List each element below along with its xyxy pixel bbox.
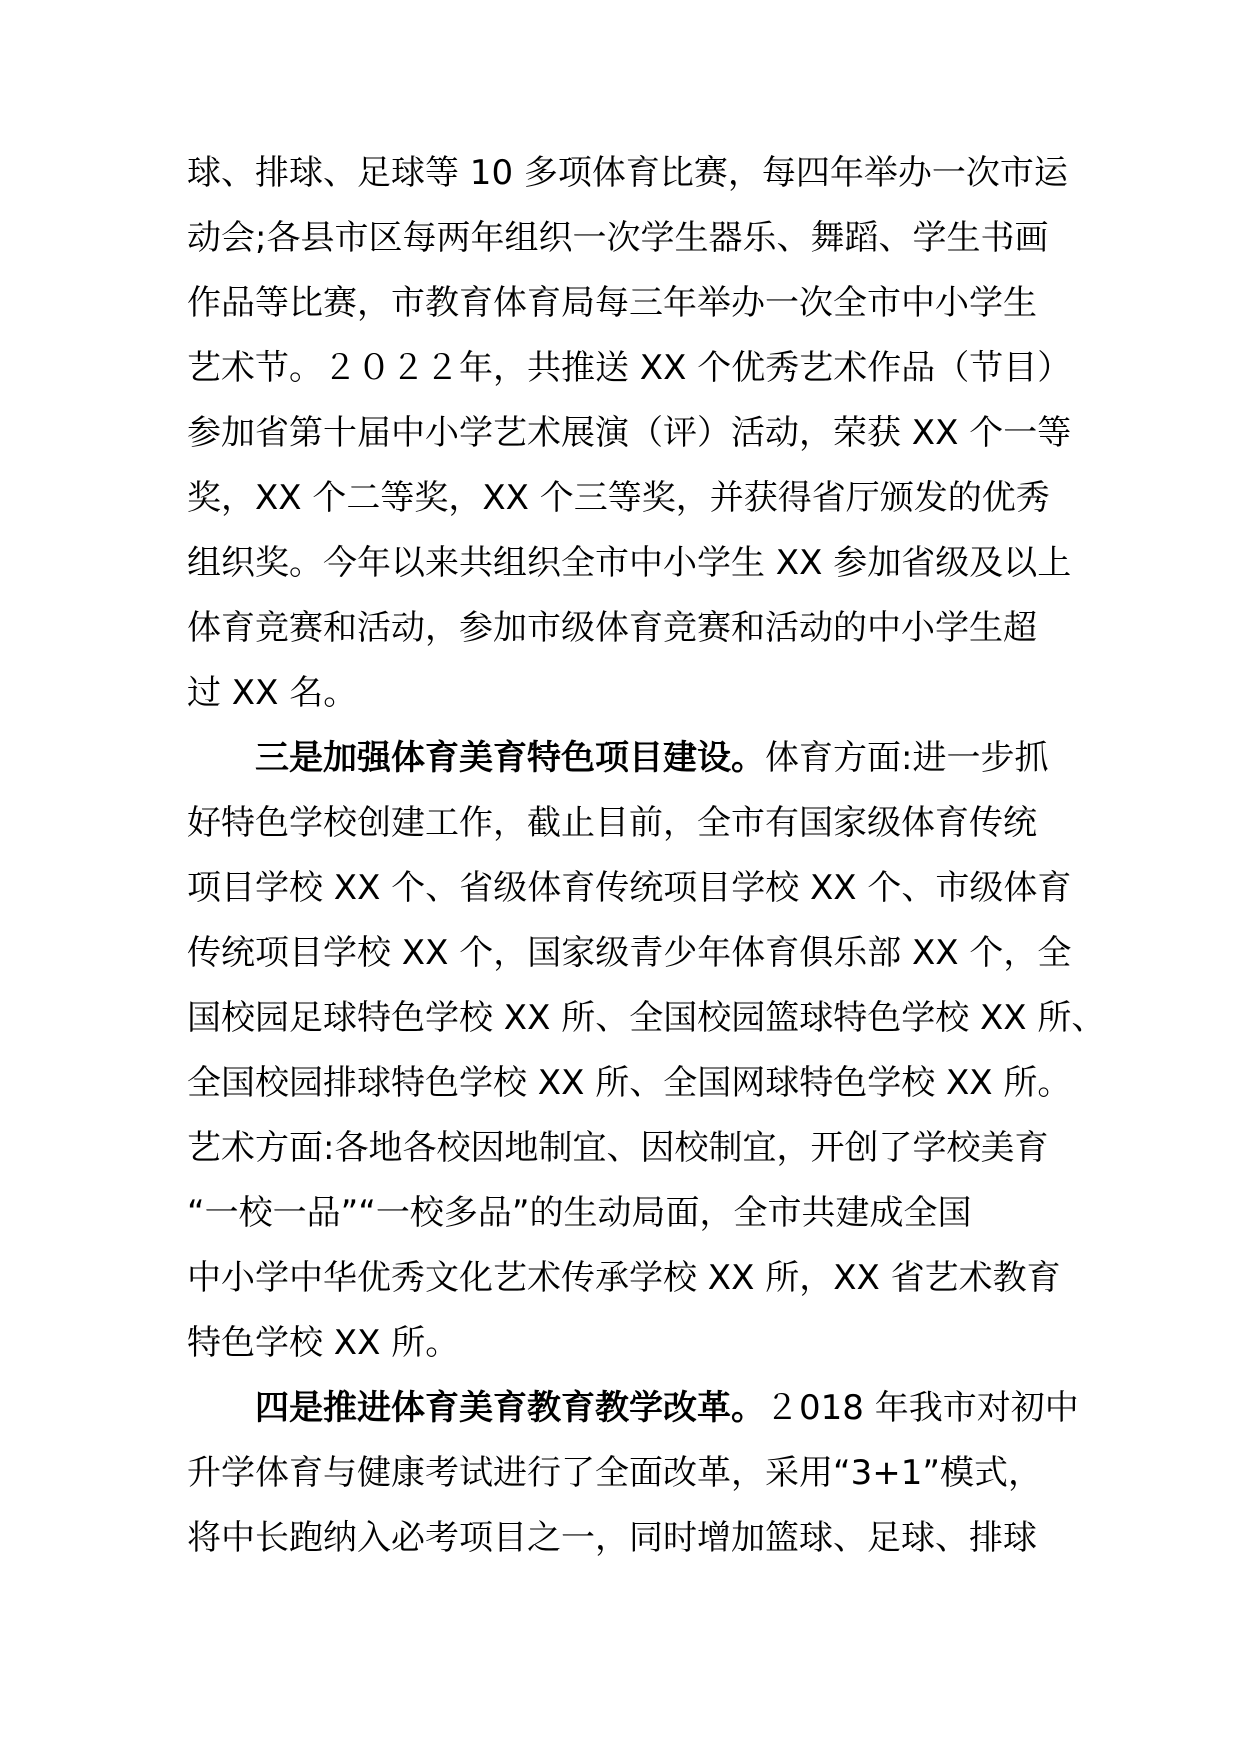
paragraph-line: 过 XX 名。 — [187, 673, 358, 713]
paragraph-line-rest: 体育方面:进一步抓 — [765, 738, 1049, 778]
paragraph-line: 动会;各县市区每两年组织一次学生器乐、舞蹈、学生书画 — [187, 218, 1049, 258]
paragraph-2 — [187, 726, 1106, 1376]
section-heading: 四是推进体育美育教育教学改革。 — [255, 1388, 765, 1428]
paragraph-line: 全国校园排球特色学校 XX 所、全国网球特色学校 XX 所。 — [187, 1063, 1072, 1103]
paragraph-line: 项目学校 XX 个、省级体育传统项目学校 XX 个、市级体育 — [187, 868, 1072, 908]
paragraph-first-line — [187, 1376, 1079, 1441]
paragraph-line: 传统项目学校 XX 个，国家级青少年体育俱乐部 XX 个，全 — [187, 933, 1072, 973]
paragraph-line: 体育竞赛和活动，参加市级体育竞赛和活动的中小学生超 — [187, 608, 1037, 648]
paragraph-line: 特色学校 XX 所。 — [187, 1323, 460, 1363]
paragraph-line: 艺术方面:各地各校因地制宜、因校制宜，开创了学校美育 — [187, 1128, 1049, 1168]
paragraph-1 — [187, 141, 1072, 726]
paragraph-line-rest: ２018 年我市对初中 — [765, 1388, 1079, 1428]
paragraph-line: 升学体育与健康考试进行了全面改革，采用“3+1”模式， — [187, 1453, 1042, 1493]
paragraph-3 — [187, 1376, 1079, 1571]
document-body — [187, 141, 1106, 1571]
paragraph-line: 将中长跑纳入必考项目之一，同时增加篮球、足球、排球 — [187, 1518, 1037, 1558]
paragraph-line: “一校一品”“一校多品”的生动局面，全市共建成全国 — [187, 1193, 972, 1233]
paragraph-line: 奖，XX 个二等奖，XX 个三等奖，并获得省厅颁发的优秀 — [187, 478, 1050, 518]
paragraph-line: 作品等比赛，市教育体育局每三年举办一次全市中小学生 — [187, 283, 1037, 323]
paragraph-line: 球、排球、足球等 10 多项体育比赛，每四年举办一次市运 — [187, 153, 1068, 193]
paragraph-line: 参加省第十届中小学艺术展演（评）活动，荣获 XX 个一等 — [187, 413, 1072, 453]
section-heading: 三是加强体育美育特色项目建设。 — [255, 738, 765, 778]
paragraph-line: 国校园足球特色学校 XX 所、全国校园篮球特色学校 XX 所、 — [187, 998, 1106, 1038]
paragraph-line: 艺术节。２０２２年，共推送 XX 个优秀艺术作品（节目） — [187, 348, 1072, 388]
paragraph-line: 好特色学校创建工作，截止目前，全市有国家级体育传统 — [187, 803, 1037, 843]
paragraph-first-line — [187, 726, 1067, 791]
paragraph-line: 中小学中华优秀文化艺术传承学校 XX 所，XX 省艺术教育 — [187, 1258, 1061, 1298]
paragraph-line: 组织奖。今年以来共组织全市中小学生 XX 参加省级及以上 — [187, 543, 1072, 583]
